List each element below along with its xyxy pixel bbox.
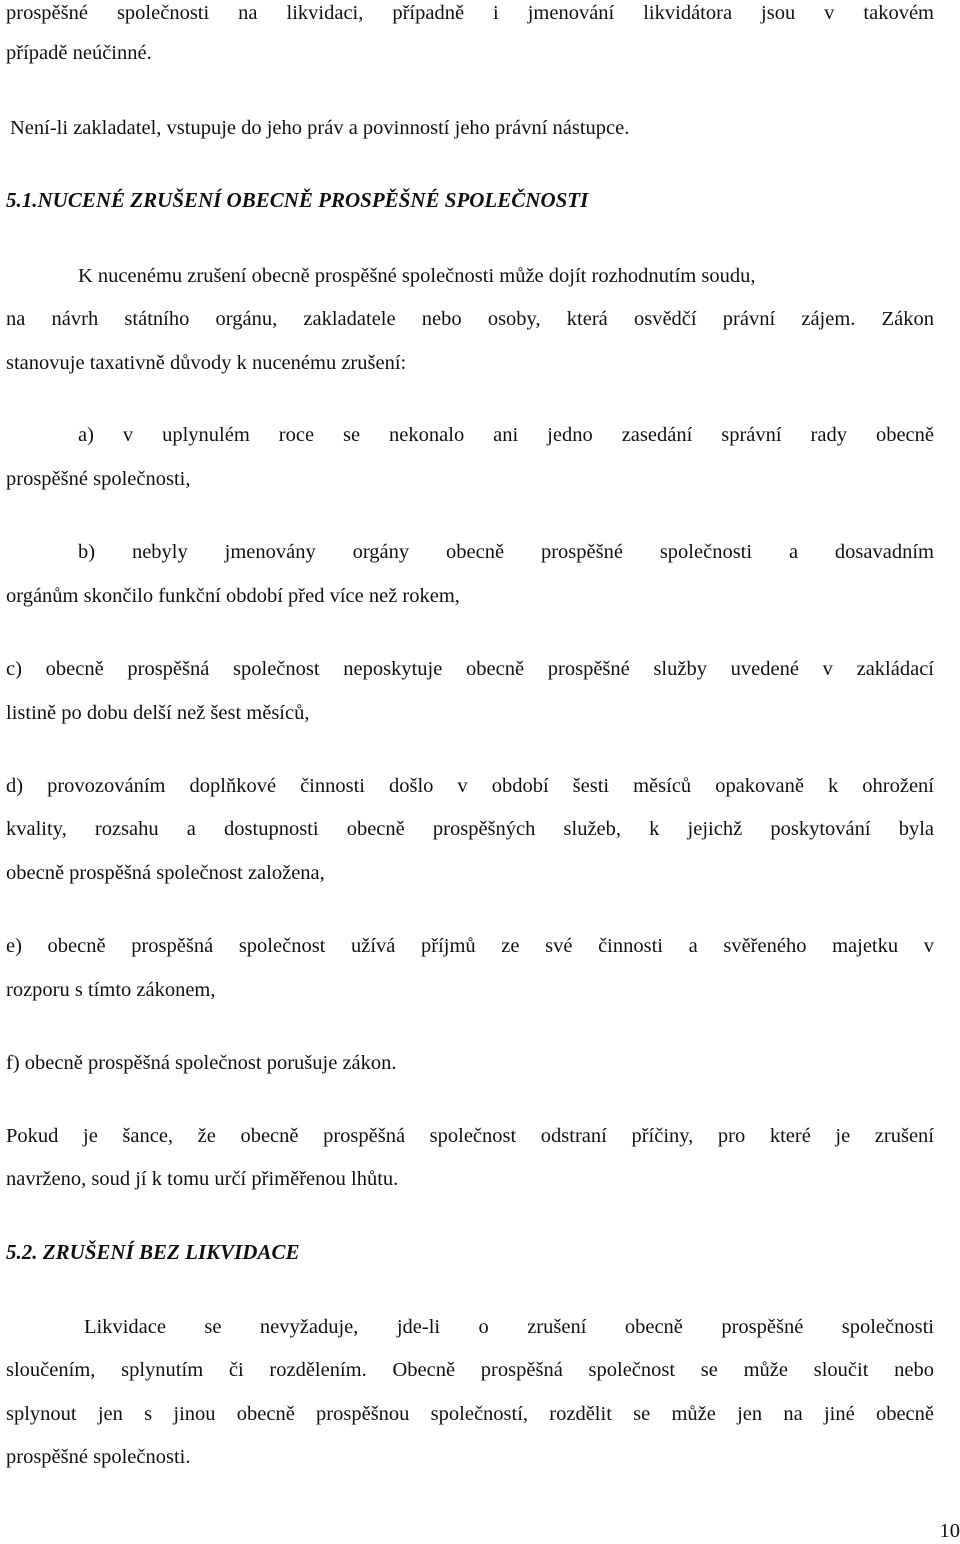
section-5-1-intro-line-2: na návrh státního orgánu, zakladatele nebo osoby, která osvědčí právní zájem. Zákon [6, 308, 934, 330]
paragraph-1-line-2: případě neúčinné. [6, 42, 152, 64]
item-e-line-1: e) obecně prospěšná společnost užívá příjmů ze své činnosti a svěřeného majetku v [6, 935, 934, 957]
item-b-line-2: orgánům skončilo funkční období před více než rokem, [6, 585, 460, 607]
section-5-1-heading: 5.1.NUCENÉ ZRUŠENÍ OBECNĚ PROSPĚŠNÉ SPOLEČNOSTI [6, 188, 589, 212]
section-5-2-line-1: Likvidace se nevyžaduje, jde-li o zrušení obecně prospěšné společnosti [84, 1316, 934, 1338]
section-5-2-line-3: splynout jen s jinou obecně prospěšnou společností, rozdělit se může jen na jiné obecně [6, 1403, 934, 1425]
section-5-1-intro-line-1: K nucenému zrušení obecně prospěšné společnosti může dojít rozhodnutím soudu, [78, 265, 756, 287]
paragraph-2-line-1: Není-li zakladatel, vstupuje do jeho práv a povinností jeho právní nástupce. [10, 117, 630, 139]
section-5-1-intro-line-3: stanovuje taxativně důvody k nucenému zrušení: [6, 352, 407, 374]
item-f-line-1: f) obecně prospěšná společnost porušuje zákon. [6, 1052, 397, 1074]
item-c-line-2: listině po dobu delší než šest měsíců, [6, 702, 310, 724]
item-a-line-1: a) v uplynulém roce se nekonalo ani jedno zasedání správní rady obecně [78, 424, 934, 446]
section-5-2-line-4: prospěšné společnosti. [6, 1446, 191, 1468]
item-e-line-2: rozporu s tímto zákonem, [6, 979, 216, 1001]
section-5-2-heading: 5.2. ZRUŠENÍ BEZ LIKVIDACE [6, 1240, 300, 1264]
item-d-line-1: d) provozováním doplňkové činnosti došlo v období šesti měsíců opakovaně k ohrožení [6, 775, 934, 797]
item-d-line-2: kvality, rozsahu a dostupnosti obecně prospěšných služeb, k jejichž poskytování byla [6, 818, 934, 840]
page-number: 10 [939, 1520, 960, 1542]
item-c-line-1: c) obecně prospěšná společnost neposkytuje obecně prospěšné služby uvedené v zakládací [6, 658, 934, 680]
item-a-line-2: prospěšné společnosti, [6, 468, 191, 490]
item-d-line-3: obecně prospěšná společnost založena, [6, 862, 325, 884]
item-b-line-1: b) nebyly jmenovány orgány obecně prospěšné společnosti a dosavadním [78, 541, 934, 563]
closing-line-2: navrženo, soud jí k tomu určí přiměřenou lhůtu. [6, 1168, 399, 1190]
section-5-2-line-2: sloučením, splynutím či rozdělením. Obecně prospěšná společnost se může sloučit nebo [6, 1359, 934, 1381]
paragraph-1-line-1: prospěšné společnosti na likvidaci, případně i jmenování likvidátora jsou v takovém [6, 2, 934, 24]
closing-line-1: Pokud je šance, že obecně prospěšná společnost odstraní příčiny, pro které je zrušení [6, 1125, 934, 1147]
